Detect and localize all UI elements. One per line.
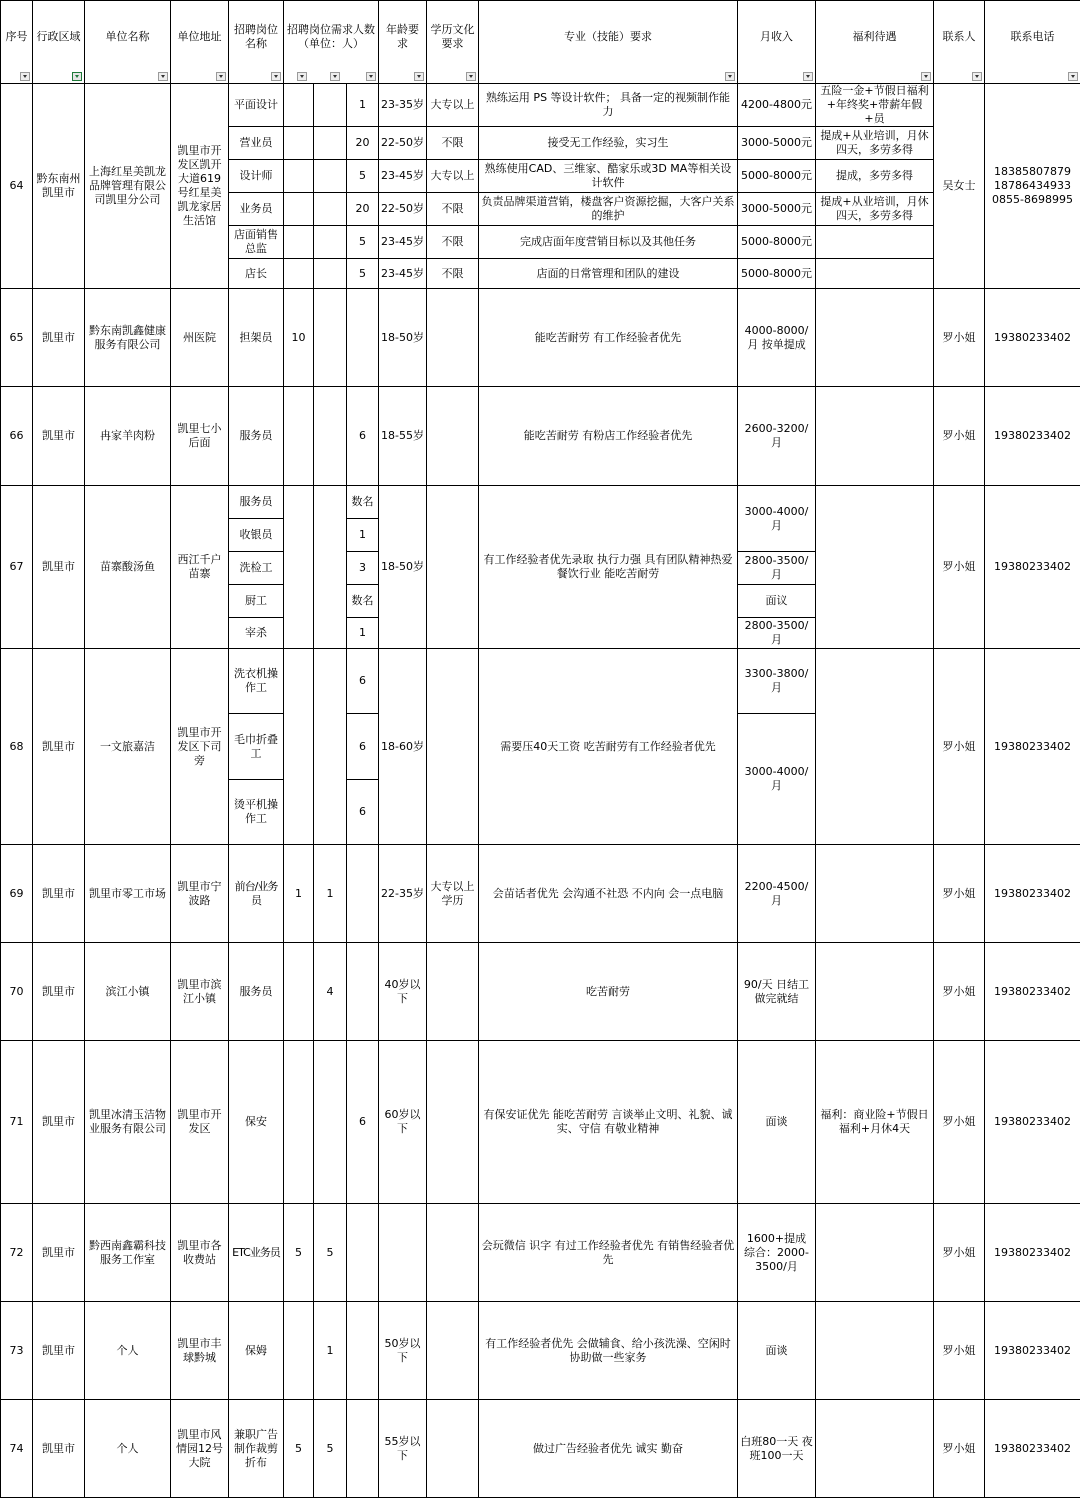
header-position: 招聘岗位名称	[229, 1, 284, 84]
table-row	[1, 486, 1080, 519]
cell-count: 1	[347, 618, 379, 649]
cell-salary: 2200-4500/月	[738, 845, 816, 943]
filter-active-icon[interactable]	[72, 72, 82, 81]
cell-welfare	[816, 649, 934, 845]
cell-count-b	[314, 649, 347, 845]
cell-position: 平面设计	[229, 84, 284, 127]
cell-position: 宰杀	[229, 618, 284, 649]
table-row	[1, 1204, 1080, 1302]
cell-region: 凯里市	[33, 486, 85, 649]
filter-dropdown-icon[interactable]	[1068, 72, 1078, 81]
cell-welfare: 福利：商业险+节假日福利+月休4天	[816, 1041, 934, 1204]
cell-count-b	[314, 84, 347, 127]
cell-skill: 店面的日常管理和团队的建设	[479, 259, 738, 289]
cell-edu: 大专以上	[427, 84, 479, 127]
cell-contact: 罗小姐	[934, 289, 985, 387]
cell-region: 凯里市	[33, 1302, 85, 1400]
cell-salary: 3000-5000元	[738, 127, 816, 160]
cell-region: 凯里市	[33, 1041, 85, 1204]
cell-count: 数名	[347, 585, 379, 618]
cell-count-a	[284, 649, 314, 845]
cell-edu	[427, 486, 479, 649]
cell-phone: 19380233402	[985, 1041, 1080, 1204]
table-row	[1, 289, 1080, 387]
cell-skill: 能吃苦耐劳 有粉店工作经验者优先	[479, 387, 738, 486]
cell-age: 22-50岁	[379, 193, 427, 226]
filter-dropdown-icon[interactable]	[921, 72, 931, 81]
table-row	[1, 84, 1080, 127]
cell-salary: 5000-8000元	[738, 259, 816, 289]
cell-welfare: 提成+从业培训，月休四天，多劳多得	[816, 193, 934, 226]
cell-edu: 不限	[427, 226, 479, 259]
cell-welfare: 提成，多劳多得	[816, 160, 934, 193]
cell-edu	[427, 1302, 479, 1400]
filter-dropdown-icon[interactable]	[803, 72, 813, 81]
cell-age: 40岁以下	[379, 943, 427, 1041]
cell-age: 50岁以下	[379, 1302, 427, 1400]
cell-salary: 3000-4000/月	[738, 486, 816, 552]
cell-count-a	[284, 387, 314, 486]
cell-company: 凯里市零工市场	[85, 845, 171, 943]
table-row	[1, 845, 1080, 943]
cell-seq: 65	[1, 289, 33, 387]
header-salary: 月收入	[738, 1, 816, 84]
cell-position: 厨工	[229, 585, 284, 618]
cell-address: 州医院	[171, 289, 229, 387]
cell-edu	[427, 649, 479, 845]
cell-welfare	[816, 289, 934, 387]
cell-count	[347, 1204, 379, 1302]
cell-position: 担架员	[229, 289, 284, 387]
phone-line: 0855-8698995	[992, 193, 1073, 206]
cell-count: 6	[347, 649, 379, 714]
cell-salary: 90/天 日结工 做完就结	[738, 943, 816, 1041]
cell-welfare	[816, 845, 934, 943]
cell-region: 凯里市	[33, 943, 85, 1041]
header-edu: 学历文化要求	[427, 1, 479, 84]
cell-position: 洗衣机操作工	[229, 649, 284, 714]
cell-welfare	[816, 1302, 934, 1400]
cell-contact: 罗小姐	[934, 649, 985, 845]
cell-phone: 19380233402	[985, 1400, 1080, 1498]
cell-welfare	[816, 1204, 934, 1302]
filter-dropdown-icon[interactable]	[297, 72, 307, 81]
cell-count	[347, 1400, 379, 1498]
cell-salary: 2800-3500/月	[738, 618, 816, 649]
cell-contact: 吴女士	[934, 84, 985, 289]
cell-count-b	[314, 160, 347, 193]
cell-company: 苗寨酸汤鱼	[85, 486, 171, 649]
cell-age: 18-55岁	[379, 387, 427, 486]
cell-count-b	[314, 127, 347, 160]
cell-count: 5	[347, 160, 379, 193]
cell-count: 6	[347, 780, 379, 845]
table-row	[1, 387, 1080, 486]
cell-phone: 19380233402	[985, 943, 1080, 1041]
cell-count	[347, 289, 379, 387]
cell-count-a	[284, 193, 314, 226]
cell-count-a: 5	[284, 1204, 314, 1302]
table-row	[1, 1041, 1080, 1204]
cell-count: 6	[347, 1041, 379, 1204]
cell-salary: 3000-4000/月	[738, 714, 816, 845]
cell-age: 23-45岁	[379, 226, 427, 259]
filter-dropdown-icon[interactable]	[216, 72, 226, 81]
cell-count-a	[284, 486, 314, 649]
cell-skill: 负责品牌渠道营销，楼盘客户资源挖掘，大客户关系的维护	[479, 193, 738, 226]
cell-region: 黔东南州凯里市	[33, 84, 85, 289]
cell-age: 23-45岁	[379, 160, 427, 193]
cell-count-a	[284, 259, 314, 289]
filter-dropdown-icon[interactable]	[972, 72, 982, 81]
header-welfare: 福利待遇	[816, 1, 934, 84]
cell-count: 20	[347, 193, 379, 226]
cell-count-a: 1	[284, 845, 314, 943]
cell-count: 6	[347, 714, 379, 780]
cell-salary: 1600+提成 综合：2000-3500/月	[738, 1204, 816, 1302]
filter-dropdown-icon[interactable]	[414, 72, 424, 81]
phone-line: 18385807879	[994, 165, 1071, 178]
cell-salary: 白班80一天 夜班100一天	[738, 1400, 816, 1498]
cell-skill: 需要压40天工资 吃苦耐劳有工作经验者优先	[479, 649, 738, 845]
cell-age: 18-60岁	[379, 649, 427, 845]
cell-salary: 2800-3500/月	[738, 552, 816, 585]
header-row	[1, 1, 1080, 84]
cell-position: 前台/业务员	[229, 845, 284, 943]
cell-skill: 熟练使用CAD、三维家、酷家乐或3D MA等相关设计软件	[479, 160, 738, 193]
phone-line: 18786434933	[994, 179, 1071, 192]
cell-phone	[985, 84, 1080, 289]
cell-edu: 不限	[427, 127, 479, 160]
cell-welfare	[816, 486, 934, 649]
cell-count-b	[314, 259, 347, 289]
cell-position: 保安	[229, 1041, 284, 1204]
cell-address: 凯里市开发区凯开大道619号红星美凯龙家居生活馆	[171, 84, 229, 289]
cell-count: 数名	[347, 486, 379, 519]
cell-seq: 70	[1, 943, 33, 1041]
cell-seq: 67	[1, 486, 33, 649]
filter-dropdown-icon[interactable]	[158, 72, 168, 81]
cell-contact: 罗小姐	[934, 1204, 985, 1302]
cell-count-a	[284, 160, 314, 193]
cell-position: 业务员	[229, 193, 284, 226]
cell-salary: 3300-3800/月	[738, 649, 816, 714]
cell-count-a	[284, 1302, 314, 1400]
cell-address: 凯里市开发区下司旁	[171, 649, 229, 845]
cell-edu	[427, 943, 479, 1041]
cell-age: 22-35岁	[379, 845, 427, 943]
header-address: 单位地址	[171, 1, 229, 84]
header-company: 单位名称	[85, 1, 171, 84]
header-seq: 序号	[1, 1, 33, 84]
cell-phone: 19380233402	[985, 387, 1080, 486]
cell-company: 个人	[85, 1400, 171, 1498]
cell-age: 23-45岁	[379, 259, 427, 289]
cell-company: 上海红星美凯龙品牌管理有限公司凯里分公司	[85, 84, 171, 289]
cell-contact: 罗小姐	[934, 845, 985, 943]
cell-count-a: 10	[284, 289, 314, 387]
cell-contact: 罗小姐	[934, 486, 985, 649]
cell-age	[379, 1204, 427, 1302]
header-region: 行政区域	[33, 1, 85, 84]
cell-count-b	[314, 1041, 347, 1204]
cell-edu: 大专以上学历	[427, 845, 479, 943]
cell-count-b	[314, 387, 347, 486]
cell-contact: 罗小姐	[934, 1041, 985, 1204]
filter-dropdown-icon[interactable]	[271, 72, 281, 81]
cell-count: 1	[347, 519, 379, 552]
cell-position: 毛巾折叠工	[229, 714, 284, 780]
cell-address: 凯里市滨江小镇	[171, 943, 229, 1041]
cell-count-b	[314, 486, 347, 649]
cell-phone: 19380233402	[985, 1302, 1080, 1400]
cell-skill: 有工作经验者优先录取 执行力强 具有团队精神热爱餐饮行业 能吃苦耐劳	[479, 486, 738, 649]
header-contact: 联系人	[934, 1, 985, 84]
cell-age: 18-50岁	[379, 289, 427, 387]
cell-phone: 19380233402	[985, 1204, 1080, 1302]
cell-company: 一文旅嘉洁	[85, 649, 171, 845]
cell-position: 保姆	[229, 1302, 284, 1400]
cell-count-a	[284, 1041, 314, 1204]
cell-seq: 64	[1, 84, 33, 289]
cell-count	[347, 845, 379, 943]
cell-skill: 接受无工作经验，实习生	[479, 127, 738, 160]
cell-seq: 66	[1, 387, 33, 486]
cell-company: 冉家羊肉粉	[85, 387, 171, 486]
cell-skill: 有工作经验者优先 会做辅食、给小孩洗澡、空闲时协助做一些家务	[479, 1302, 738, 1400]
cell-address: 西江千户苗寨	[171, 486, 229, 649]
table-row	[1, 1400, 1080, 1498]
cell-position: 设计师	[229, 160, 284, 193]
cell-salary: 4200-4800元	[738, 84, 816, 127]
cell-contact: 罗小姐	[934, 1302, 985, 1400]
header-age: 年龄要求	[379, 1, 427, 84]
cell-address: 凯里市开发区	[171, 1041, 229, 1204]
cell-contact: 罗小姐	[934, 943, 985, 1041]
cell-contact: 罗小姐	[934, 387, 985, 486]
cell-edu: 不限	[427, 259, 479, 289]
cell-welfare	[816, 259, 934, 289]
table-row	[1, 649, 1080, 714]
filter-dropdown-icon[interactable]	[366, 72, 376, 81]
filter-dropdown-icon[interactable]	[725, 72, 735, 81]
cell-skill: 吃苦耐劳	[479, 943, 738, 1041]
cell-count: 1	[347, 84, 379, 127]
filter-dropdown-icon[interactable]	[330, 72, 340, 81]
cell-contact: 罗小姐	[934, 1400, 985, 1498]
header-phone: 联系电话	[985, 1, 1080, 84]
cell-count: 3	[347, 552, 379, 585]
cell-welfare	[816, 226, 934, 259]
cell-salary: 面谈	[738, 1302, 816, 1400]
cell-salary: 2600-3200/月	[738, 387, 816, 486]
cell-count: 6	[347, 387, 379, 486]
cell-salary: 面议	[738, 585, 816, 618]
cell-age: 18-50岁	[379, 486, 427, 649]
cell-edu	[427, 1400, 479, 1498]
cell-welfare	[816, 387, 934, 486]
cell-count-b: 5	[314, 1204, 347, 1302]
cell-count-b: 4	[314, 943, 347, 1041]
cell-skill: 有保安证优先 能吃苦耐劳 言谈举止文明、礼貌、诚实、守信 有敬业精神	[479, 1041, 738, 1204]
header-skill: 专业（技能）要求	[479, 1, 738, 84]
cell-position: 营业员	[229, 127, 284, 160]
header-count: 招聘岗位需求人数（单位：人）	[284, 1, 379, 84]
cell-phone: 19380233402	[985, 649, 1080, 845]
cell-salary: 3000-5000元	[738, 193, 816, 226]
cell-welfare	[816, 1400, 934, 1498]
cell-seq: 73	[1, 1302, 33, 1400]
cell-count-b	[314, 226, 347, 259]
cell-count	[347, 943, 379, 1041]
cell-welfare: 五险一金+节假日福利+年终奖+带薪年假+员	[816, 84, 934, 127]
cell-count: 20	[347, 127, 379, 160]
cell-count: 5	[347, 259, 379, 289]
cell-seq: 68	[1, 649, 33, 845]
cell-edu	[427, 1041, 479, 1204]
cell-company: 凯里冰清玉洁物业服务有限公司	[85, 1041, 171, 1204]
cell-region: 凯里市	[33, 387, 85, 486]
cell-count-b	[314, 289, 347, 387]
cell-skill: 会苗话者优先 会沟通不社恐 不内向 会一点电脑	[479, 845, 738, 943]
cell-address: 凯里市宁波路	[171, 845, 229, 943]
cell-age: 55岁以下	[379, 1400, 427, 1498]
cell-count-b	[314, 193, 347, 226]
cell-count-b: 1	[314, 1302, 347, 1400]
cell-count-b: 1	[314, 845, 347, 943]
cell-position: 店长	[229, 259, 284, 289]
cell-seq: 72	[1, 1204, 33, 1302]
cell-position: 服务员	[229, 486, 284, 519]
cell-position: 洗检工	[229, 552, 284, 585]
cell-skill: 会玩微信 识字 有过工作经验者优先 有销售经验者优先	[479, 1204, 738, 1302]
cell-position: 烫平机操作工	[229, 780, 284, 845]
cell-position: 店面销售总监	[229, 226, 284, 259]
cell-count-a: 5	[284, 1400, 314, 1498]
cell-edu: 不限	[427, 193, 479, 226]
cell-salary: 面谈	[738, 1041, 816, 1204]
cell-company: 黔东南凯鑫健康服务有限公司	[85, 289, 171, 387]
cell-salary: 5000-8000元	[738, 160, 816, 193]
cell-count-b: 5	[314, 1400, 347, 1498]
cell-count-a	[284, 226, 314, 259]
cell-phone: 19380233402	[985, 845, 1080, 943]
cell-address: 凯里市风情园12号大院	[171, 1400, 229, 1498]
cell-count-a	[284, 127, 314, 160]
cell-skill: 完成店面年度营销目标以及其他任务	[479, 226, 738, 259]
cell-edu	[427, 1204, 479, 1302]
cell-edu: 大专以上	[427, 160, 479, 193]
cell-age: 60岁以下	[379, 1041, 427, 1204]
cell-salary: 4000-8000/月 按单提成	[738, 289, 816, 387]
filter-dropdown-icon[interactable]	[466, 72, 476, 81]
cell-welfare: 提成+从业培训，月休四天，多劳多得	[816, 127, 934, 160]
cell-address: 凯里市丰球黔城	[171, 1302, 229, 1400]
cell-phone: 19380233402	[985, 486, 1080, 649]
cell-count-a	[284, 84, 314, 127]
cell-position: 服务员	[229, 943, 284, 1041]
cell-skill: 熟练运用 PS 等设计软件； 具备一定的视频制作能力	[479, 84, 738, 127]
cell-seq: 69	[1, 845, 33, 943]
cell-seq: 71	[1, 1041, 33, 1204]
cell-region: 凯里市	[33, 1204, 85, 1302]
cell-position: ETC业务员	[229, 1204, 284, 1302]
cell-region: 凯里市	[33, 845, 85, 943]
cell-region: 凯里市	[33, 289, 85, 387]
cell-position: 收银员	[229, 519, 284, 552]
cell-phone: 19380233402	[985, 289, 1080, 387]
cell-count	[347, 1302, 379, 1400]
cell-position: 服务员	[229, 387, 284, 486]
cell-position: 兼职广告制作裁剪折布	[229, 1400, 284, 1498]
cell-seq: 74	[1, 1400, 33, 1498]
cell-skill: 能吃苦耐劳 有工作经验者优先	[479, 289, 738, 387]
table-row	[1, 943, 1080, 1041]
cell-company: 个人	[85, 1302, 171, 1400]
cell-company: 黔西南鑫霸科技服务工作室	[85, 1204, 171, 1302]
cell-count-a	[284, 943, 314, 1041]
cell-company: 滨江小镇	[85, 943, 171, 1041]
cell-edu	[427, 289, 479, 387]
cell-address: 凯里市各收费站	[171, 1204, 229, 1302]
cell-count: 5	[347, 226, 379, 259]
cell-edu	[427, 387, 479, 486]
cell-region: 凯里市	[33, 649, 85, 845]
table-row	[1, 1302, 1080, 1400]
cell-skill: 做过广告经验者优先 诚实 勤奋	[479, 1400, 738, 1498]
filter-dropdown-icon[interactable]	[20, 72, 30, 81]
cell-salary: 5000-8000元	[738, 226, 816, 259]
cell-welfare	[816, 943, 934, 1041]
cell-address: 凯里七小后面	[171, 387, 229, 486]
cell-region: 凯里市	[33, 1400, 85, 1498]
cell-age: 23-35岁	[379, 84, 427, 127]
cell-age: 22-50岁	[379, 127, 427, 160]
